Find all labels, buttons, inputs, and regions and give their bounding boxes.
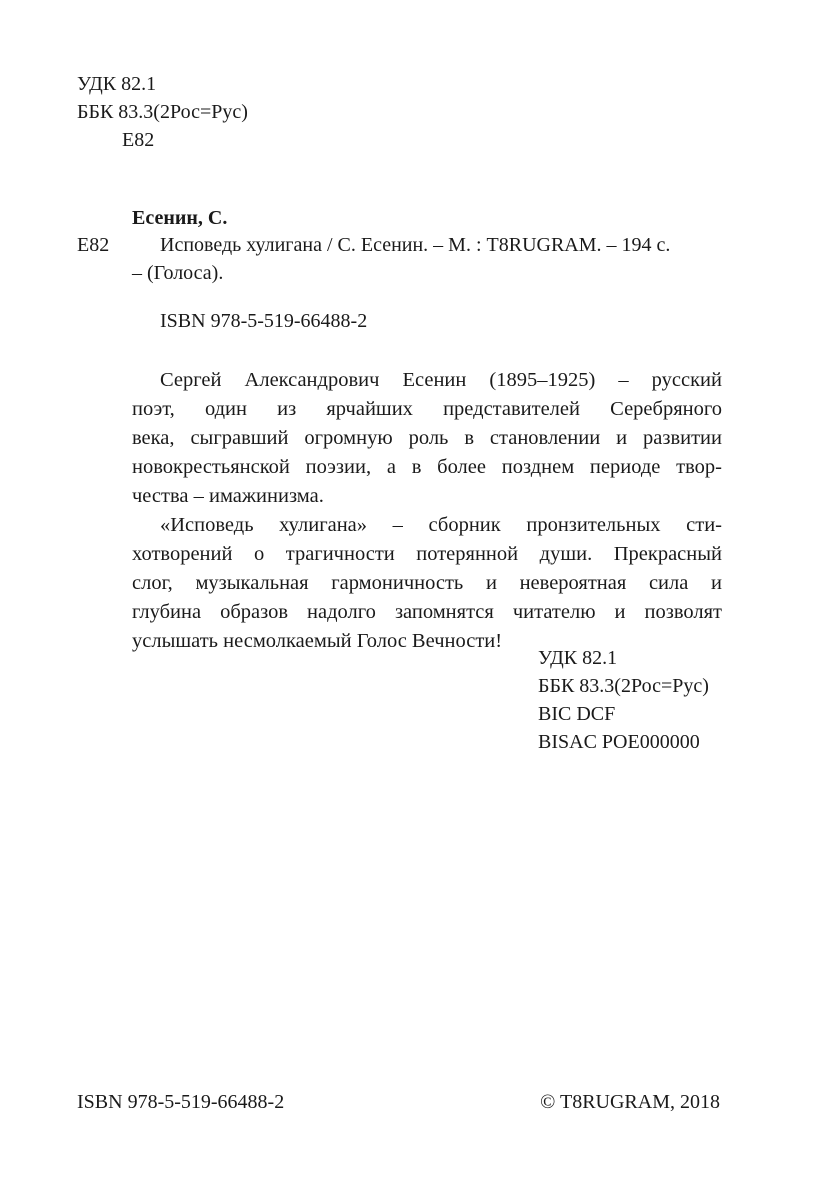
catalog-author [132,204,227,232]
text-line: глубина образов надолго запомнятся читателю и позволят [132,601,722,623]
top-classification [77,70,248,154]
annotation-paragraph-2 [132,511,722,656]
footer-copyright: © T8RUGRAM, 2018 [540,1091,720,1113]
bottom-classification [538,644,709,756]
bbk-code: ББК 83.3(2Рос=Рус) [538,675,709,697]
author-mark: Е82 [122,129,155,151]
udk-code: УДК 82.1 [538,647,618,669]
catalog-mark: Е82 [77,234,110,256]
text-line: новокрестьянской поэзии, а в более позднем периоде твор- [132,456,722,478]
text-line: чества – имажинизма. [132,485,324,507]
text-line: хотворений о трагичности потерянной души. Прекрасный [132,543,722,565]
text-line: века, сыгравший огромную роль в становлении и развитии [132,427,722,449]
catalog-series-line: – (Голоса). [132,262,224,284]
catalog-isbn: ISBN 978-5-519-66488-2 [160,310,368,332]
text-line: слог, музыкальная гармоничность и невероятная сила и [132,572,722,594]
bisac-code: BISAC POE000000 [538,731,700,753]
bbk-code: ББК 83.3(2Рос=Рус) [77,101,248,123]
text-line: услышать несмолкаемый Голос Вечности! [132,630,503,652]
udk-code: УДК 82.1 [77,73,157,95]
text-line: Сергей Александрович Есенин (1895–1925) – русский [160,369,722,391]
author-name: Есенин, С. [132,207,228,229]
catalog-title-line: Исповедь хулигана / С. Есенин. – М. : T8RUGRAM. – 194 с. [160,234,671,256]
text-line: поэт, один из ярчайших представителей Серебряного [132,398,722,420]
footer-isbn: ISBN 978-5-519-66488-2 [77,1091,285,1113]
annotation-paragraph-1 [132,366,722,511]
bic-code: BIC DCF [538,703,616,725]
text-line: «Исповедь хулигана» – сборник пронзительных сти- [160,514,722,536]
